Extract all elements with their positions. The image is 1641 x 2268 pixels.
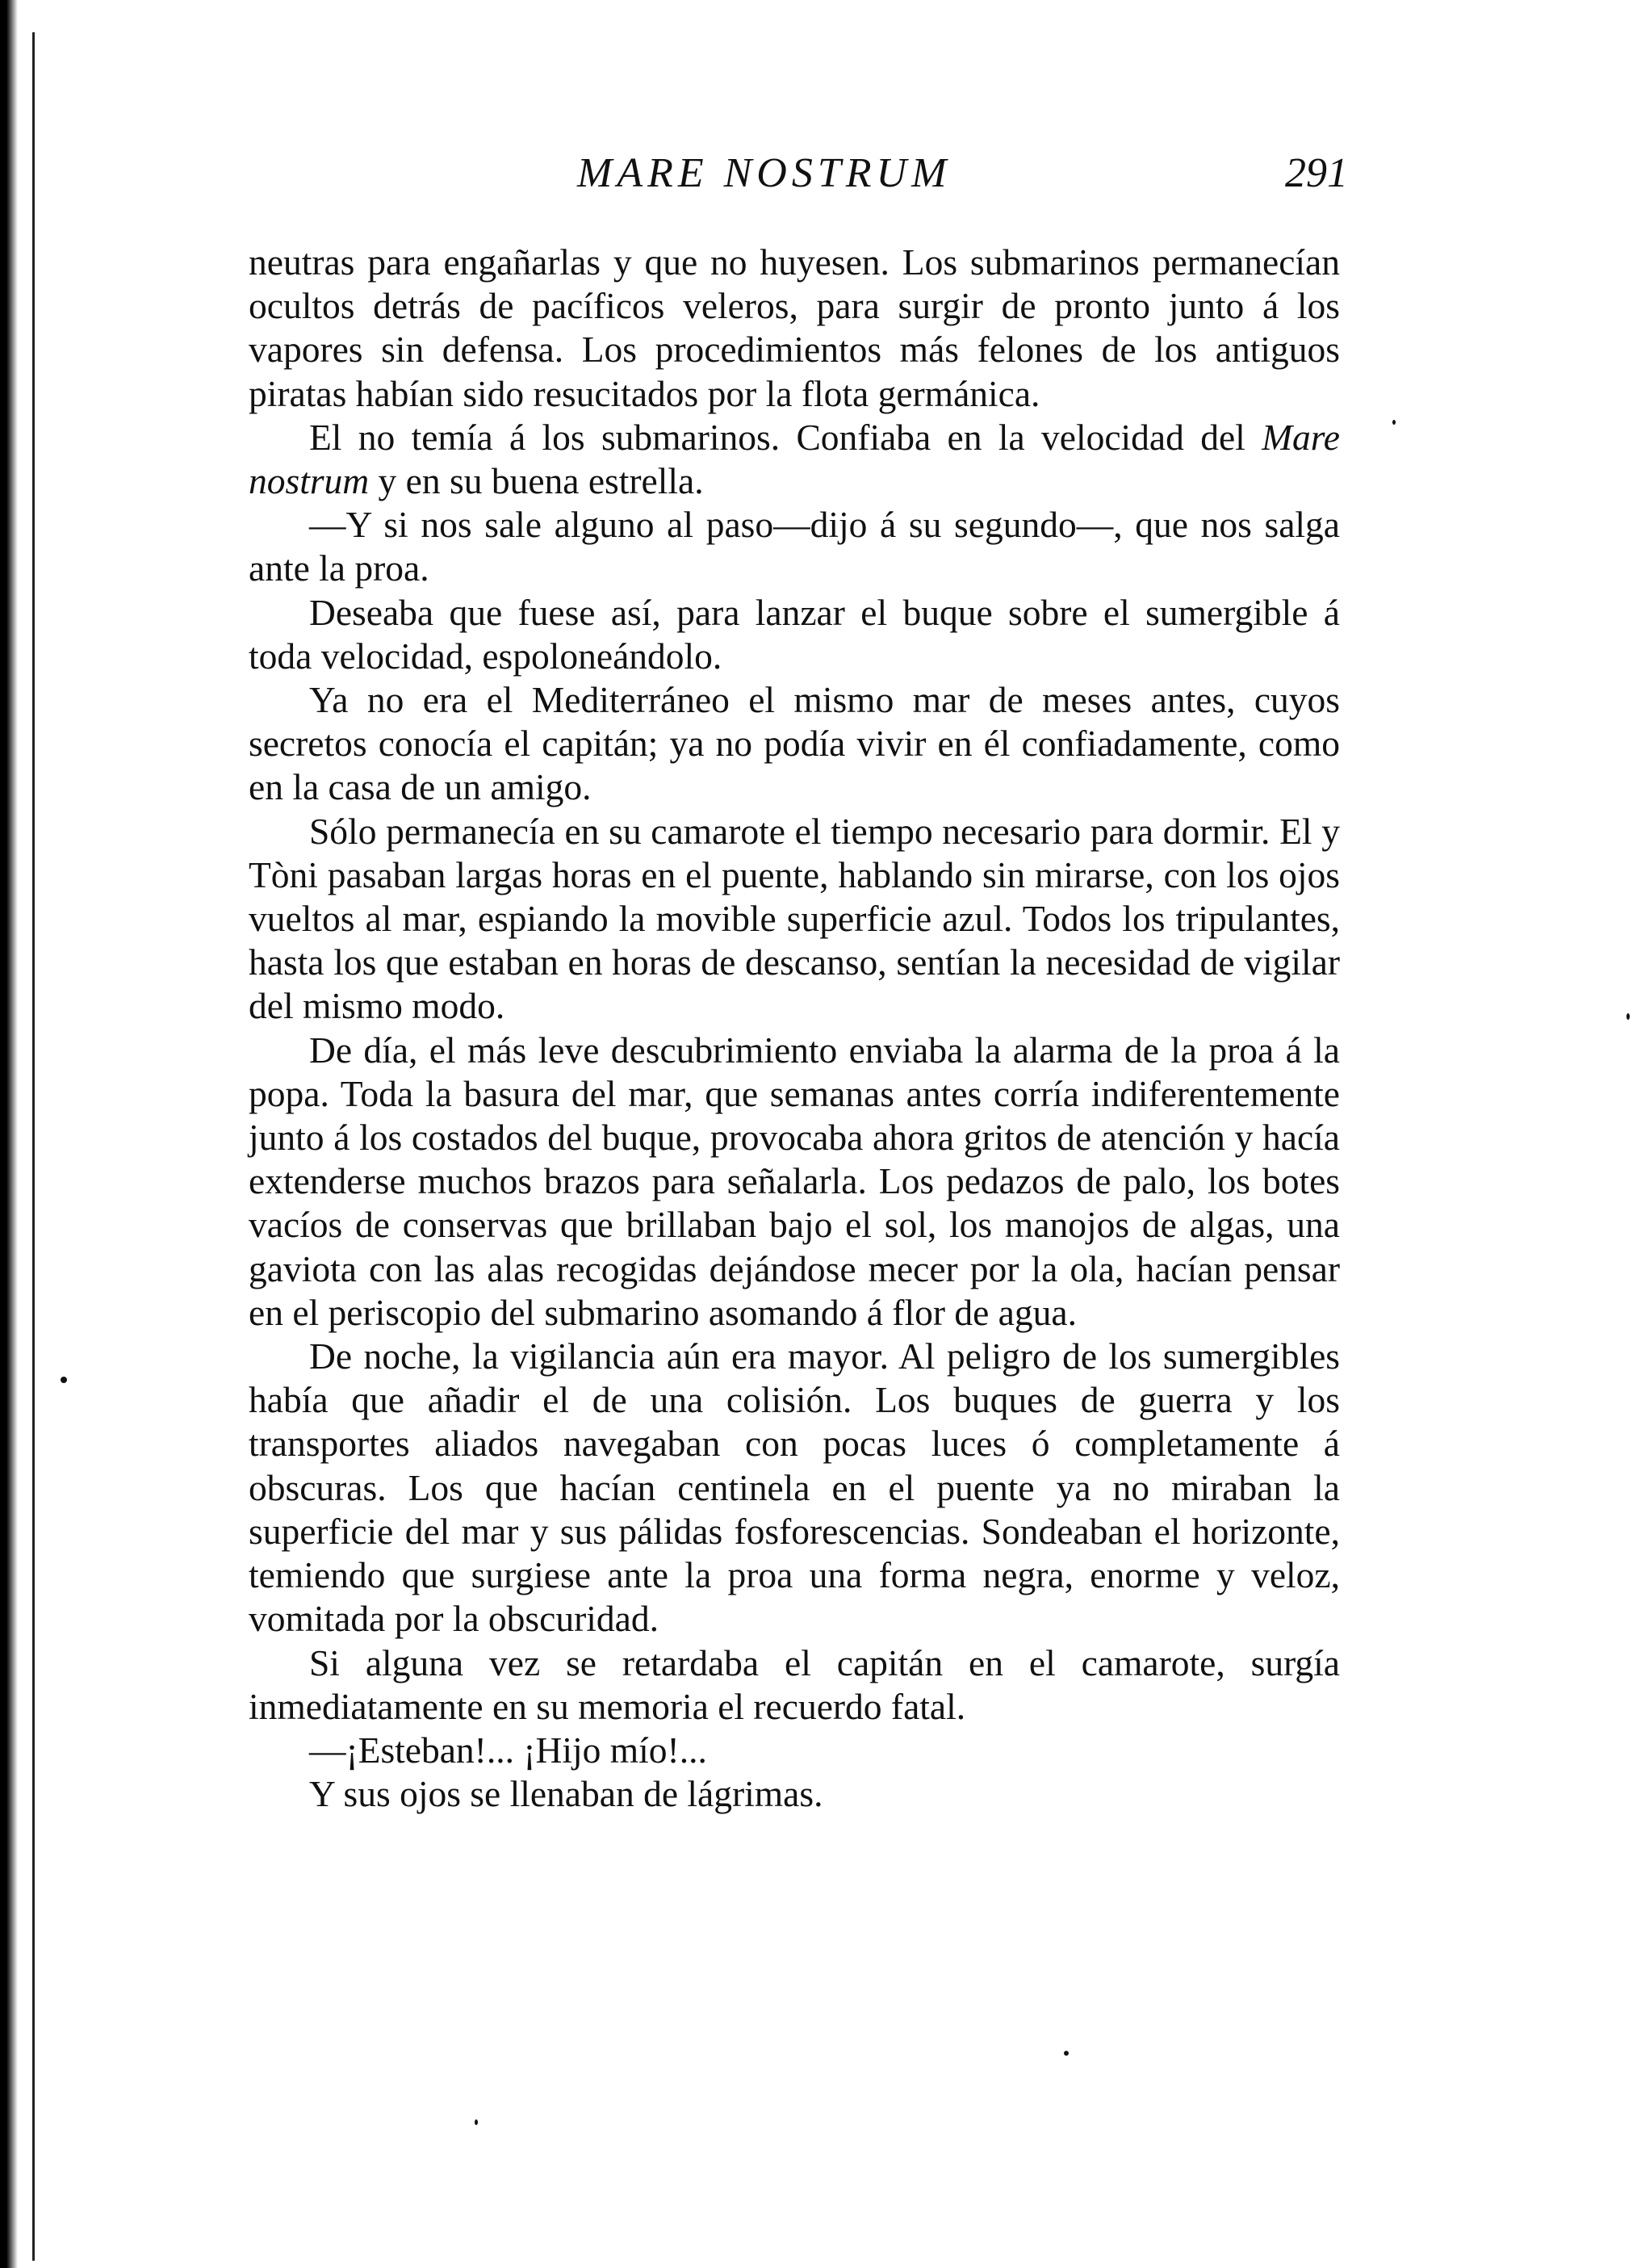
paragraph: neutras para engañarlas y que no huyesen. Los submarinos permanecían ocultos detrás de pacíficos veleros, para surgir de pronto junto á los vapores sin defensa. Los procedimientos más felones de los antiguos piratas habían sido resucitados por la flota germánica.	[249, 241, 1340, 414]
paragraph: —Y si nos sale alguno al paso—dijo á su segundo—, que nos salga ante la proa.	[249, 504, 1340, 589]
paragraph: Si alguna vez se retardaba el capitán en el camarote, surgía inmediatamente en su memoria el recuerdo fatal.	[249, 1641, 1340, 1727]
ink-speck	[1064, 2051, 1069, 2056]
paragraph: El no temía á los submarinos. Confiaba en la velocidad del Mare nostrum y en su buena estrella.	[249, 416, 1340, 502]
body-text	[249, 241, 1340, 1816]
paragraph: De día, el más leve descubrimiento enviaba la alarma de la proa á la popa. Toda la basura del mar, que semanas antes corría indiferentemente junto á los costados del buque, provocaba ahora gritos de atención y hacía extenderse muchos brazos para señalarla. Los pedazos de palo, los botes vacíos de conservas que brillaban bajo el sol, los manojos de algas, una gaviota con las alas recogidas dejándose mecer por la ola, hacían pensar en el periscopio del submarino asomando á flor de agua.	[249, 1029, 1340, 1333]
ink-speck	[1392, 420, 1396, 425]
ink-speck	[475, 2119, 478, 2125]
paragraph: Ya no era el Mediterráneo el mismo mar de meses antes, cuyos secretos conocía el capitán; ya no podía vivir en él confiadamente, como en la casa de un amigo.	[249, 679, 1340, 808]
paragraph: De noche, la vigilancia aún era mayor. Al peligro de los sumergibles había que añadir el de una colisión. Los buques de guerra y los transportes aliados navegaban con pocas luces ó completamente á obscuras. Los que hacían centinela en el puente ya no miraban la superficie del mar y sus pálidas fosforescencias. Sondeaban el horizonte, temiendo que surgiese ante la proa una forma negra, enorme y veloz, vomitada por la obscuridad.	[249, 1335, 1340, 1640]
ink-speck	[1626, 1013, 1630, 1020]
ink-speck	[61, 1377, 67, 1383]
page-header	[242, 149, 1348, 198]
paragraph: Y sus ojos se llenaban de lágrimas.	[309, 1773, 823, 1815]
page-number: 291	[1285, 150, 1348, 196]
paragraph: —¡Esteban!... ¡Hijo mío!...	[309, 1729, 707, 1771]
page-binding-line	[32, 32, 35, 2261]
ship-name: Mare nostrum	[249, 416, 1340, 502]
running-title: MARE NOSTRUM	[577, 150, 952, 196]
page-binding-edge	[0, 0, 18, 2268]
paragraph: Sólo permanecía en su camarote el tiempo necesario para dormir. El y Tòni pasaban largas horas en el puente, hablando sin mirarse, con los ojos vueltos al mar, espiando la movible superficie azul. Todos los tripulantes, hasta los que estaban en horas de descanso, sentían la necesidad de vigilar del mismo modo.	[249, 810, 1340, 1027]
paragraph: Deseaba que fuese así, para lanzar el buque sobre el sumergible á toda velocidad, espoloneándolo.	[249, 591, 1340, 677]
